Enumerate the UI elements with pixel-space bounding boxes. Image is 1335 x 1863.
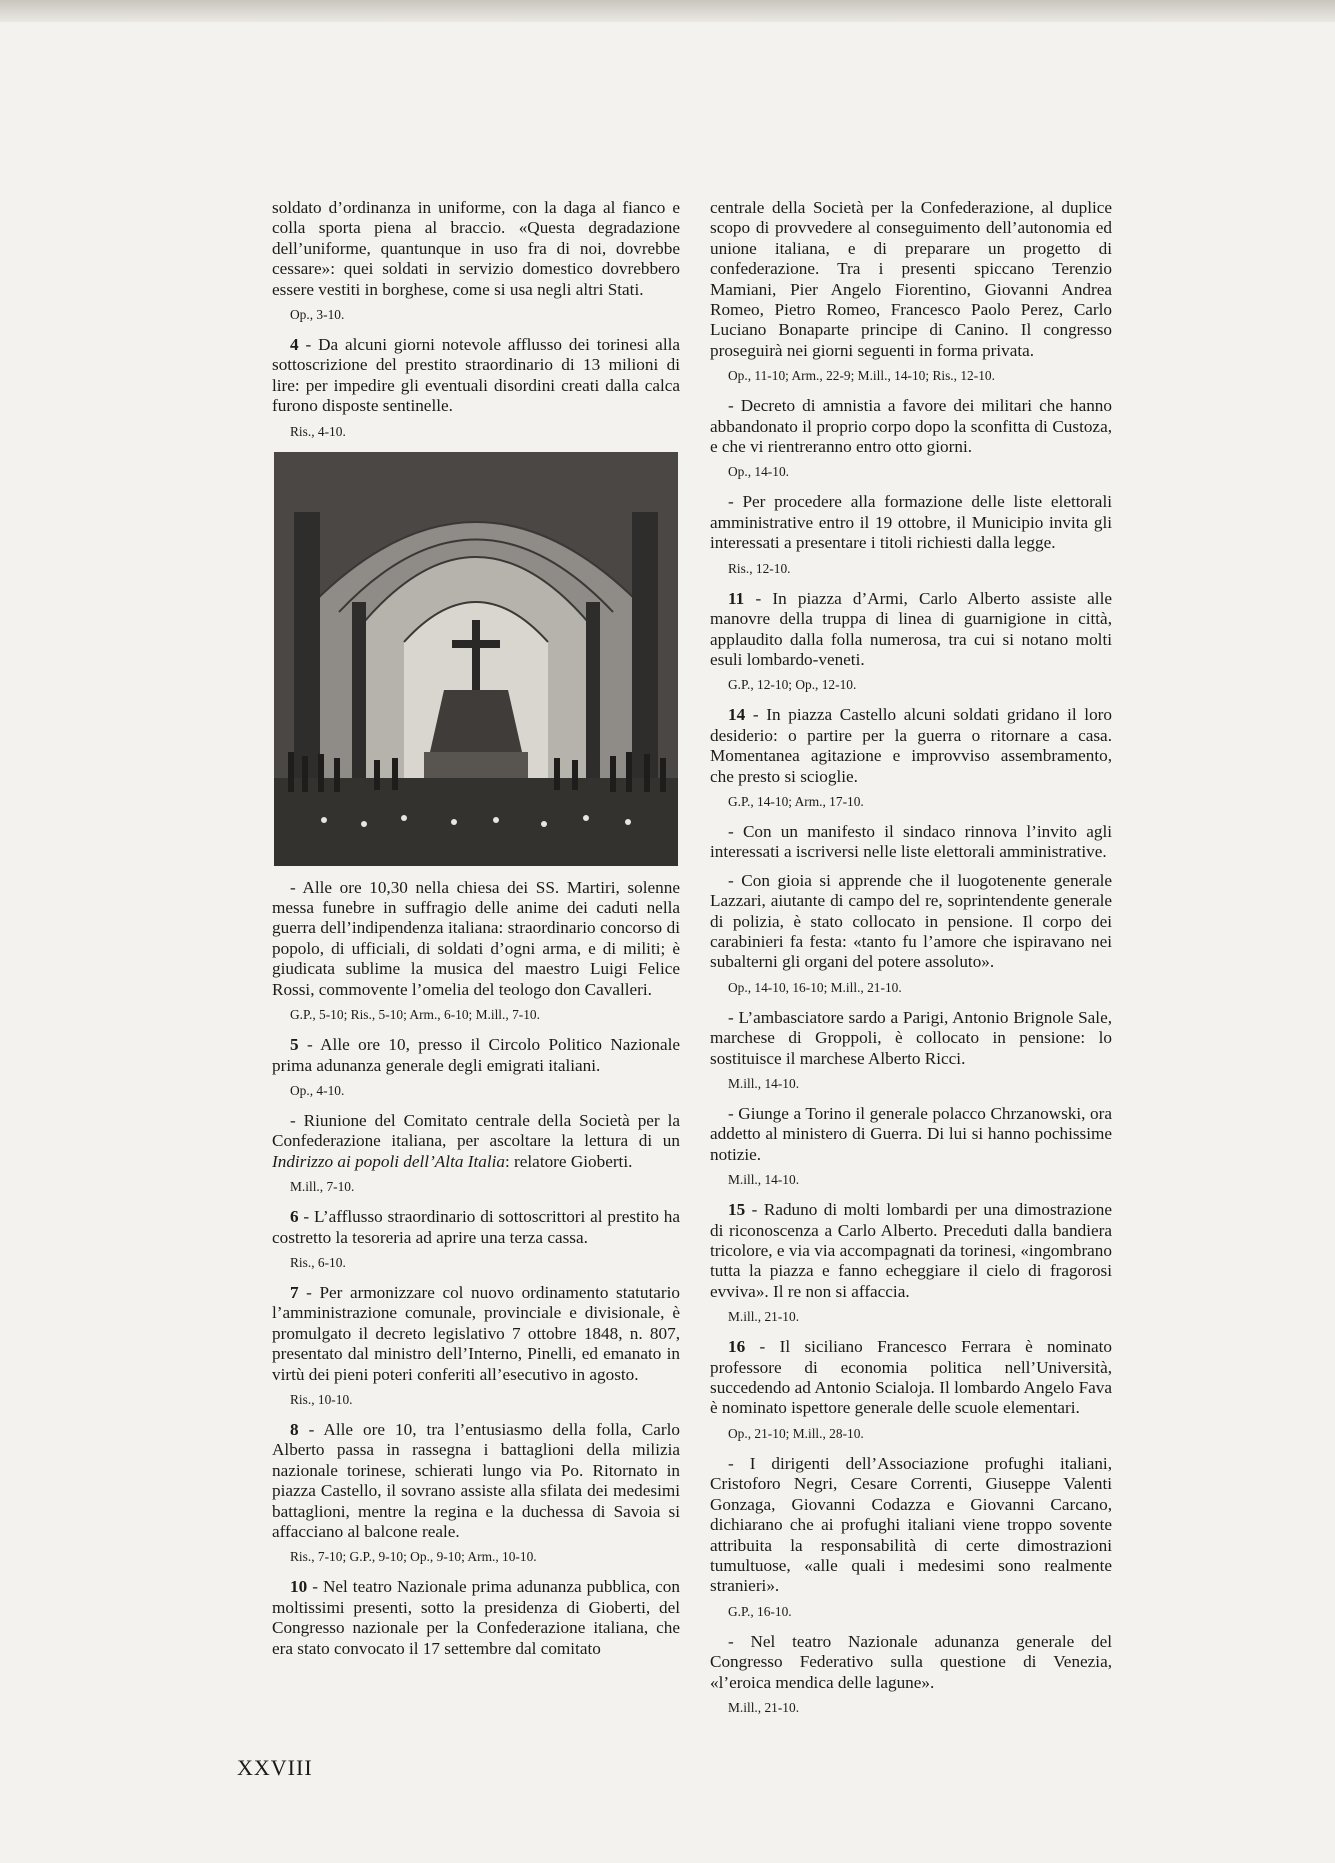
entry <box>710 1104 1112 1188</box>
entry <box>710 1008 1112 1092</box>
entry-body: - In piazza Castello alcuni soldati gridano il loro desiderio: o partire per la guerra o ritornare a casa. Momentanea agitazione e improvviso assembramento, che presto si scioglie. <box>710 705 1112 786</box>
entry-body: - L’afflusso straordinario di sottoscrittori al prestito ha costretto la tesoreria ad aprire una terza cassa. <box>272 1207 680 1247</box>
entry-body: - Da alcuni giorni notevole afflusso dei torinesi alla sottoscrizione del prestito straordinario di 13 milioni di lire: per impedire gli eventuali disordini creati dalla calca furono disposte sentinelle. <box>272 335 680 416</box>
entry <box>272 335 680 440</box>
source-ref: Ris., 4-10. <box>290 423 346 439</box>
source-ref: Ris., 12-10. <box>728 560 791 576</box>
source-ref: M.ill., 14-10. <box>728 1172 800 1188</box>
day-number: 16 <box>728 1337 746 1357</box>
entry-body: - Riunione del Comitato centrale della Società per la Confederazione italiana, per ascoltare la lettura di un <box>272 1110 680 1151</box>
entry <box>710 1632 1112 1716</box>
entry-text: - L’ambasciatore sardo a Parigi, Antonio Brignole Sale, marchese di Groppoli, è collocato in pensione: lo sostituisce il marchese Alberto Ricci. <box>710 1007 1112 1068</box>
day-number: 10 <box>290 1577 308 1597</box>
source-ref: G.P., 14-10; Arm., 17-10. <box>728 793 864 809</box>
entry-text: - Nel teatro Nazionale adunanza generale del Congresso Federativo sulla questione di Venezia, «l’eroica mendica delle lagune». <box>710 1631 1112 1692</box>
entry <box>710 198 1112 384</box>
entry-body: - Per armonizzare col nuovo ordinamento statutario l’amministrazione comunale, provinciale e divisionale, è promulgato il decreto legislativo 7 ottobre 1848, n. 807, presentato dal ministro dell’Interno, Pinelli, ed emanato in virtù dei pieni poteri conferiti all’esecutivo in agosto. <box>272 1282 680 1384</box>
entry <box>710 1454 1112 1620</box>
entry-text <box>272 1283 680 1385</box>
source-ref: Ris., 7-10; G.P., 9-10; Op., 9-10; Arm., 10-10. <box>290 1549 537 1565</box>
entry <box>272 1420 680 1565</box>
day-number: 5 <box>290 1035 299 1055</box>
entry <box>710 1337 1112 1442</box>
source-ref: Op., 14-10, 16-10; M.ill., 21-10. <box>728 979 902 995</box>
left-column <box>272 198 680 1659</box>
right-column <box>710 198 1112 1728</box>
entry <box>272 1577 680 1659</box>
entry-body: - Nel teatro Nazionale prima adunanza pubblica, con moltissimi presenti, sotto la presidenza di Gioberti, del Congresso nazionale per la Confederazione italiana, che era stato convocato il 17 settembre dal comitato <box>272 1577 680 1658</box>
entry <box>272 878 680 1023</box>
entry-text <box>710 1200 1112 1302</box>
entry-text: - Giunge a Torino il generale polacco Chrzanowski, ora addetto al ministero di Guerra. Di lui si hanno pochissime notizie. <box>710 1104 1112 1164</box>
day-number: 7 <box>290 1282 299 1302</box>
scan-top-edge <box>0 0 1335 22</box>
entry <box>710 492 1112 576</box>
entry-body: - In piazza d’Armi, Carlo Alberto assiste alle manovre della truppa di linea di guarnigione in città, applaudito dalla folla numerosa, tra cui si notano molti esuli lombardo-veneti. <box>710 588 1112 669</box>
entry-text <box>272 1035 680 1076</box>
entry-text <box>710 705 1112 787</box>
source-ref: G.P., 16-10. <box>728 1603 792 1619</box>
entry-text: - Alle ore 10,30 nella chiesa dei SS. Martiri, solenne messa funebre in suffragio delle anime dei caduti nella guerra dell’indipendenza italiana: straordinario concorso di popolo, di ufficiali, di soldati d’ogni arma, e di militi; è giudicata sublime la musica del maestro Luigi Felice Rossi, commovente l’omelia del teologo don Cavalleri. <box>272 877 680 999</box>
entry-text <box>710 1337 1112 1419</box>
day-number: 15 <box>728 1200 746 1220</box>
entry-text <box>272 335 680 417</box>
day-number: 4 <box>290 335 299 355</box>
day-number: 14 <box>728 705 746 725</box>
entry-body: - Alle ore 10, tra l’entusiasmo della folla, Carlo Alberto passa in rassegna i battaglioni della milizia nazionale torinese, schierati lungo via Po. Ritornato in piazza Castello, il sovrano assiste alla sfilata dei medesimi battaglioni, mentre la regina e la duchessa di Savoia si affacciano al balcone reale. <box>272 1419 680 1541</box>
entry-text <box>272 1207 680 1248</box>
entry-text: - Con un manifesto il sindaco rinnova l’invito agli interessati a iscriversi nelle liste elettorali amministrative. <box>710 821 1112 862</box>
page-number: XXVIII <box>237 1755 313 1780</box>
source-ref: Ris., 6-10. <box>290 1254 346 1270</box>
source-ref: G.P., 5-10; Ris., 5-10; Arm., 6-10; M.ill., 7-10. <box>290 1007 540 1023</box>
entry <box>272 1283 680 1408</box>
entry-body: - Raduno di molti lombardi per una dimostrazione di riconoscenza a Carlo Alberto. Preceduti dalla bandiera tricolore, e via via accompagnati da torinesi, «ingombrano tutta la piazza e fanno echeggiare il cielo di fragorosi evviva». Il re non si affaccia. <box>710 1200 1112 1301</box>
day-number: 11 <box>728 588 745 608</box>
entry <box>710 396 1112 480</box>
entry-text: - Con gioia si apprende che il luogotenente generale Lazzari, aiutante di campo del re, soprintendente generale di polizia, è stato collocato in pensione. Il corpo dei carabinieri fa festa: «tanto fu l’amore che ispiravano nei subalterni gli organi del potere assoluto». <box>710 870 1112 972</box>
entry-text <box>710 589 1112 671</box>
day-number: 6 <box>290 1207 299 1227</box>
entry-text <box>272 1577 680 1659</box>
entry-text: - Decreto di amnistia a favore dei militari che hanno abbandonato il proprio corpo dopo la sconfitta di Custoza, e che vi rientreranno entro otto giorni. <box>710 396 1112 457</box>
entry-body: - Il siciliano Francesco Ferrara è nominato professore di economia politica nell’Università, succedendo ad Antonio Scialoja. Il lombardo Angelo Fava è nominato ispettore generale delle scuole elementari. <box>710 1337 1112 1418</box>
entry-body: : relatore Gioberti. <box>504 1151 633 1171</box>
entry-text <box>272 1111 680 1172</box>
source-ref: M.ill., 14-10. <box>728 1076 800 1091</box>
source-ref: Ris., 10-10. <box>290 1391 353 1407</box>
entry <box>272 1207 680 1271</box>
entry-text: soldato d’ordinanza in uniforme, con la daga al fianco e colla sporta piena al braccio. «Questa degradazione dell’uniforme, quantunque in uso fra di noi, dovrebbe cessare»: quei soldati in servizio domestico dovrebbero essere vestiti in borghese, come si usa negli altri Stati. <box>272 198 680 299</box>
source-ref: Op., 11-10; Arm., 22-9; M.ill., 14-10; Ris., 12-10. <box>728 368 995 384</box>
source-ref: Op., 3-10. <box>290 307 345 323</box>
source-ref: M.ill., 21-10. <box>728 1309 800 1325</box>
entry <box>710 1200 1112 1325</box>
entry-text: - I dirigenti dell’Associazione profughi italiani, Cristoforo Negri, Cesare Correnti, Giuseppe Valenti Gonzaga, Giovanni Codazza e Giovanni Carcano, dichiarano che ai profughi italiani viene troppo sovente attribuita la responsabilità di certe dimostrazioni tumultuose, «alle quali i medesimi sono realmente stranieri». <box>710 1453 1112 1596</box>
church-engraving <box>274 452 678 866</box>
source-ref: Op., 21-10; M.ill., 28-10. <box>728 1425 864 1441</box>
entry-text: centrale della Società per la Confederazione, al duplice scopo di provvedere al conseguimento dell’autonomia ed unione italiana, e di preparare un progetto di confederazione. Tra i presenti spiccano Terenzio Mamiani, Pier Angelo Fiorentino, Giovanni Andrea Romeo, Pietro Romeo, Francesco Paolo Perez, Carlo Luciano Bonaparte principe di Canino. Il congresso proseguirà nei giorni seguenti in forma privata. <box>710 198 1112 360</box>
source-ref: G.P., 12-10; Op., 12-10. <box>728 677 857 693</box>
entry-text: - Per procedere alla formazione delle liste elettorali amministrative entro il 19 ottobre, il Municipio invita gli interessati a presentare i titoli richiesti dalla legge. <box>710 492 1112 553</box>
source-ref: Op., 4-10. <box>290 1082 345 1098</box>
document-title: Indirizzo ai popoli dell’Alta Italia <box>272 1151 505 1171</box>
entry <box>272 1035 680 1099</box>
source-ref: M.ill., 7-10. <box>290 1179 355 1195</box>
entry-body: - Alle ore 10, presso il Circolo Politico Nazionale prima adunanza generale degli emigrati italiani. <box>272 1035 680 1075</box>
entry <box>272 1111 680 1195</box>
entry <box>710 705 1112 810</box>
day-number: 8 <box>290 1419 299 1439</box>
entry <box>710 589 1112 694</box>
entry <box>710 822 1112 863</box>
source-ref: M.ill., 21-10. <box>728 1699 800 1715</box>
entry <box>272 198 680 323</box>
entry-text <box>272 1420 680 1542</box>
entry <box>710 871 1112 996</box>
source-ref: Op., 14-10. <box>728 464 789 480</box>
